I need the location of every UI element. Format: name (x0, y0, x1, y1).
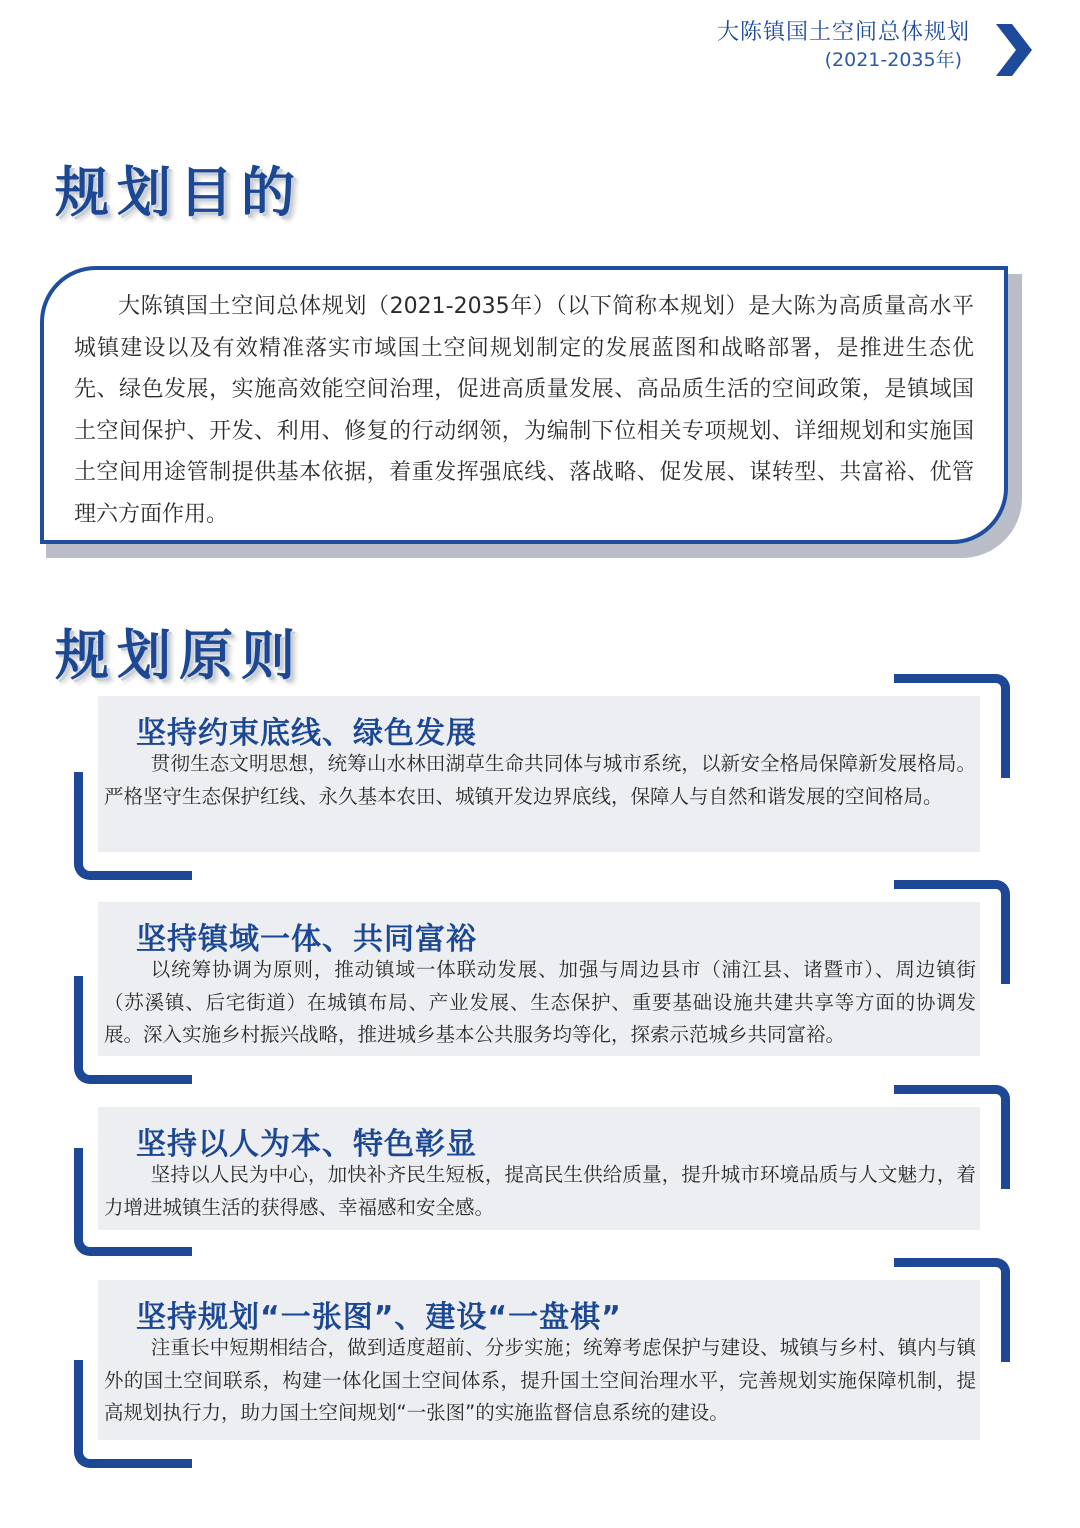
principle-card-1 (70, 674, 1010, 880)
purpose-panel (40, 266, 1026, 566)
header-years: (2021-2035年) (824, 49, 962, 71)
principle-title-4: 坚持规划“一张图”、建设“一盘棋” (136, 1300, 622, 1335)
principles-heading: 规划原则 (55, 624, 303, 687)
principle-title-3: 坚持以人为本、特色彰显 (136, 1127, 477, 1162)
purpose-heading: 规划目的 (55, 161, 303, 224)
principle-body-2: 以统筹协调为原则，推动镇域一体联动发展、加强与周边县市（浦江县、诸暨市）、周边镇街（苏溪镇、后宅街道）在城镇布局、产业发展、生态保护、重要基础设施共建共享等方面的协调发展。深入实施乡村振兴战略，推进城乡基本公共服务均等化，探索示范城乡共同富裕。 (104, 958, 976, 1046)
purpose-body: 大陈镇国土空间总体规划（2021-2035年）（以下简称本规划）是大陈为高质量高水平城镇建设以及有效精准落实市域国土空间规划制定的发展蓝图和战略部署，是推进生态优先、绿色发展，实施高效能空间治理，促进高质量发展、高品质生活的空间政策，是镇域国土空间保护、开发、利用、修复的行动纲领，为编制下位相关专项规划、详细规划和实施国土空间用途管制提供基本依据，着重发挥强底线、落战略、促发展、谋转型、共富裕、优管理六方面作用。 (74, 294, 974, 527)
principle-card-4 (70, 1258, 1010, 1468)
chevron-right-icon (994, 24, 1032, 76)
principle-body-1: 贯彻生态文明思想，统筹山水林田湖草生命共同体与城市系统，以新安全格局保障新发展格局。严格坚守生态保护红线、永久基本农田、城镇开发边界底线，保障人与自然和谐发展的空间格局。 (104, 752, 976, 808)
document-header (610, 18, 970, 72)
principle-card-2 (70, 880, 1010, 1084)
header-title: 大陈镇国土空间总体规划 (716, 20, 970, 45)
principle-title-2: 坚持镇域一体、共同富裕 (136, 922, 477, 957)
principle-body-4: 注重长中短期相结合，做到适度超前、分步实施；统筹考虑保护与建设、城镇与乡村、镇内与镇外的国土空间联系，构建一体化国土空间体系，提升国土空间治理水平，完善规划实施保障机制，提高规划执行力，助力国土空间规划“一张图”的实施监督信息系统的建设。 (104, 1336, 976, 1424)
principle-title-1: 坚持约束底线、绿色发展 (136, 716, 477, 751)
principle-body-3: 坚持以人民为中心，加快补齐民生短板，提高民生供给质量，提升城市环境品质与人文魅力，着力增进城镇生活的获得感、幸福感和安全感。 (104, 1163, 976, 1219)
principle-card-3 (70, 1085, 1010, 1256)
